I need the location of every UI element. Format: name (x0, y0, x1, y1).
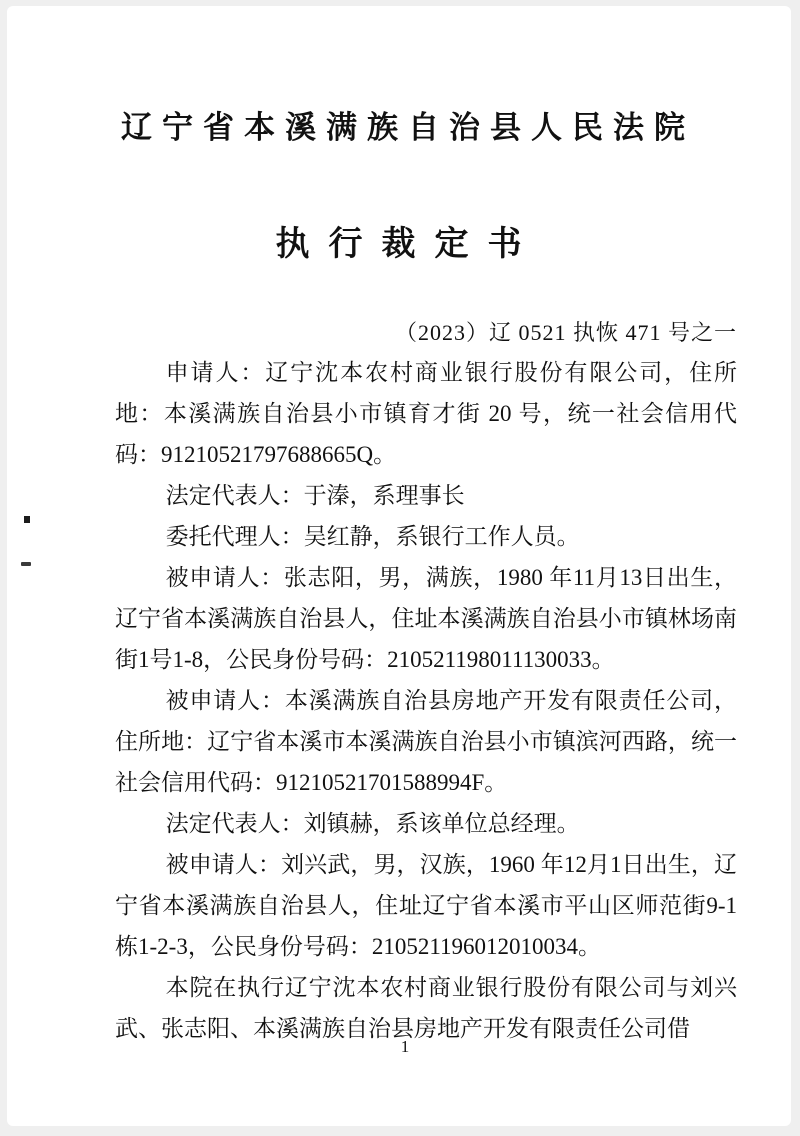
paragraph-respondent-1: 被申请人：张志阳，男，满族，1980 年11月13日出生，辽宁省本溪满族自治县人，住址本溪满族自治县小市镇林场南街1号1-8，公民身份号码：210521198011130033。 (115, 565, 737, 672)
document-body (115, 352, 737, 1049)
paragraph-legal-representative-1: 法定代表人：于溱，系理事长 (165, 483, 465, 508)
page-number: 1 (400, 1037, 410, 1056)
paragraph-respondent-3: 被申请人：刘兴武，男，汉族，1960 年12月1日出生，辽宁省本溪满族自治县人，住址辽宁省本溪市平山区师范街9-1栋1-2-3，公民身份号码：210521196012010034。 (115, 852, 737, 959)
paragraph-respondent-2: 被申请人：本溪满族自治县房地产开发有限责任公司，住所地：辽宁省本溪市本溪满族自治县小市镇滨河西路，统一社会信用代码：91210521701588994F。 (115, 688, 737, 795)
court-name-heading: 辽宁省本溪满族自治县人民法院 (121, 110, 695, 145)
document-page (7, 6, 791, 1126)
case-number: （2023）辽 0521 执恢 471 号之一 (394, 320, 737, 345)
paragraph-legal-representative-2: 法定代表人：刘镇赫，系该单位总经理。 (165, 811, 580, 836)
scan-artifact-dash (21, 562, 31, 566)
scan-artifact-dot (24, 516, 30, 523)
paragraph-applicant: 申请人：辽宁沈本农村商业银行股份有限公司，住所地：本溪满族自治县小市镇育才街 20 号，统一社会信用代码：91210521797688665Q。 (115, 360, 737, 467)
paragraph-case-intro: 本院在执行辽宁沈本农村商业银行股份有限公司与刘兴武、张志阳、本溪满族自治县房地产开发有限责任公司借 (115, 975, 737, 1041)
document-title: 执行裁定书 (275, 226, 541, 263)
paragraph-entrusted-agent: 委托代理人：吴红静，系银行工作人员。 (165, 524, 580, 549)
